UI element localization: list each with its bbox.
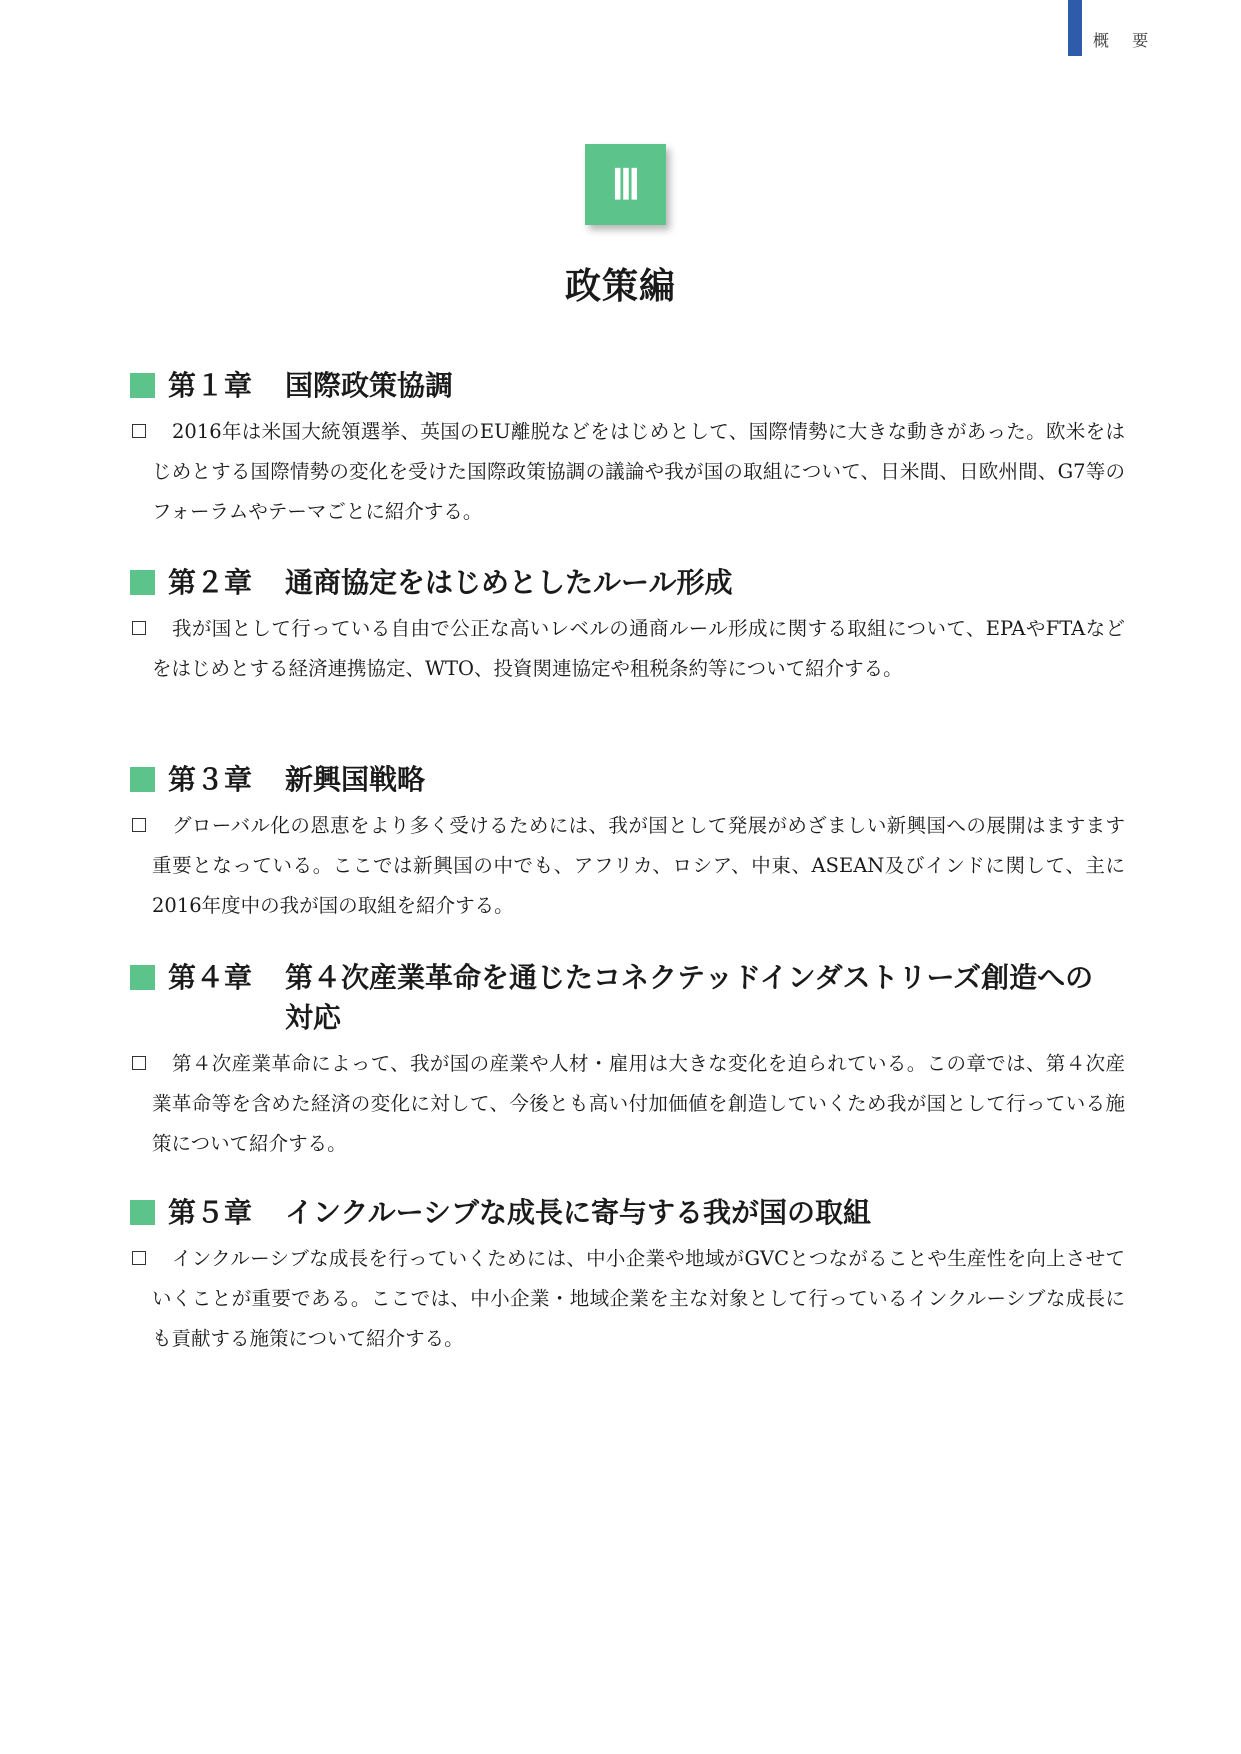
checkbox-icon xyxy=(132,1056,146,1070)
chapter-summary-text: グローバル化の恩恵をより多く受けるためには、我が国として発展がめざましい新興国への展開はますます重要となっている。ここでは新興国の中でも、アフリカ、ロシア、中東、ASEAN及びインドに関して、主に2016年度中の我が国の取組を紹介する。 xyxy=(152,814,1125,917)
chapter-heading xyxy=(130,563,1125,603)
chapter-marker-icon xyxy=(130,767,155,792)
chapter-marker-icon xyxy=(130,373,155,398)
chapter-summary xyxy=(130,1044,1125,1164)
chapter-summary xyxy=(130,1239,1125,1359)
chapter-heading xyxy=(130,1193,1125,1233)
chapter-marker-icon xyxy=(130,1200,155,1225)
checkbox-icon xyxy=(132,621,146,635)
chapter-marker-icon xyxy=(130,570,155,595)
checkbox-icon xyxy=(132,818,146,832)
chapter-marker-icon xyxy=(130,965,155,990)
chapter-summary xyxy=(130,609,1125,689)
checkbox-icon xyxy=(132,424,146,438)
chapter-summary-text: 2016年は米国大統領選挙、英国のEU離脱などをはじめとして、国際情勢に大きな動きがあった。欧米をはじめとする国際情勢の変化を受けた国際政策協調の議論や我が国の取組について、日米間、日欧州間、G7等のフォーラムやテーマごとに紹介する。 xyxy=(152,420,1125,523)
chapter-4 xyxy=(130,958,1125,1164)
chapter-title: 新興国戦略 xyxy=(285,763,426,796)
chapter-summary-text: 第４次産業革命によって、我が国の産業や人材・雇用は大きな変化を迫られている。この章では、第４次産業革命等を含めた経済の変化に対して、今後とも高い付加価値を創造していくため我が国として行っている施策について紹介する。 xyxy=(152,1052,1125,1155)
section-tab xyxy=(1068,0,1082,56)
chapter-title: 第４次産業革命を通じたコネクテッドインダストリーズ創造への対応 xyxy=(285,961,1094,1034)
chapter-2 xyxy=(130,563,1125,689)
chapter-summary xyxy=(130,806,1125,926)
chapter-title: インクルーシブな成長に寄与する我が国の取組 xyxy=(285,1196,872,1229)
chapter-1 xyxy=(130,366,1125,532)
chapter-3 xyxy=(130,760,1125,926)
chapter-summary xyxy=(130,412,1125,532)
chapter-5 xyxy=(130,1193,1125,1359)
chapter-title: 通商協定をはじめとしたルール形成 xyxy=(285,566,733,599)
chapter-heading xyxy=(130,958,1125,1038)
chapter-summary-text: 我が国として行っている自由で公正な高いレベルの通商ルール形成に関する取組について、EPAやFTAなどをはじめとする経済連携協定、WTO、投資関連協定や租税条約等について紹介する。 xyxy=(152,617,1125,680)
checkbox-icon xyxy=(132,1251,146,1265)
chapter-heading xyxy=(130,366,1125,406)
chapter-number: 第３章 xyxy=(168,763,253,796)
chapter-title: 国際政策協調 xyxy=(285,369,454,402)
chapter-number: 第４章 xyxy=(168,961,253,994)
chapter-heading xyxy=(130,760,1125,800)
part-numeral-badge: Ⅲ xyxy=(585,144,666,225)
chapter-summary-text: インクルーシブな成長を行っていくためには、中小企業や地域がGVCとつながることや生産性を向上させていくことが重要である。ここでは、中小企業・地域企業を主な対象として行っているインクルーシブな成長にも貢献する施策について紹介する。 xyxy=(152,1247,1125,1350)
part-title: 政策編 xyxy=(564,265,676,307)
chapter-number: 第２章 xyxy=(168,566,253,599)
section-label: 概 要 xyxy=(1093,31,1158,50)
chapter-number: 第１章 xyxy=(168,369,253,402)
chapter-number: 第５章 xyxy=(168,1196,253,1229)
